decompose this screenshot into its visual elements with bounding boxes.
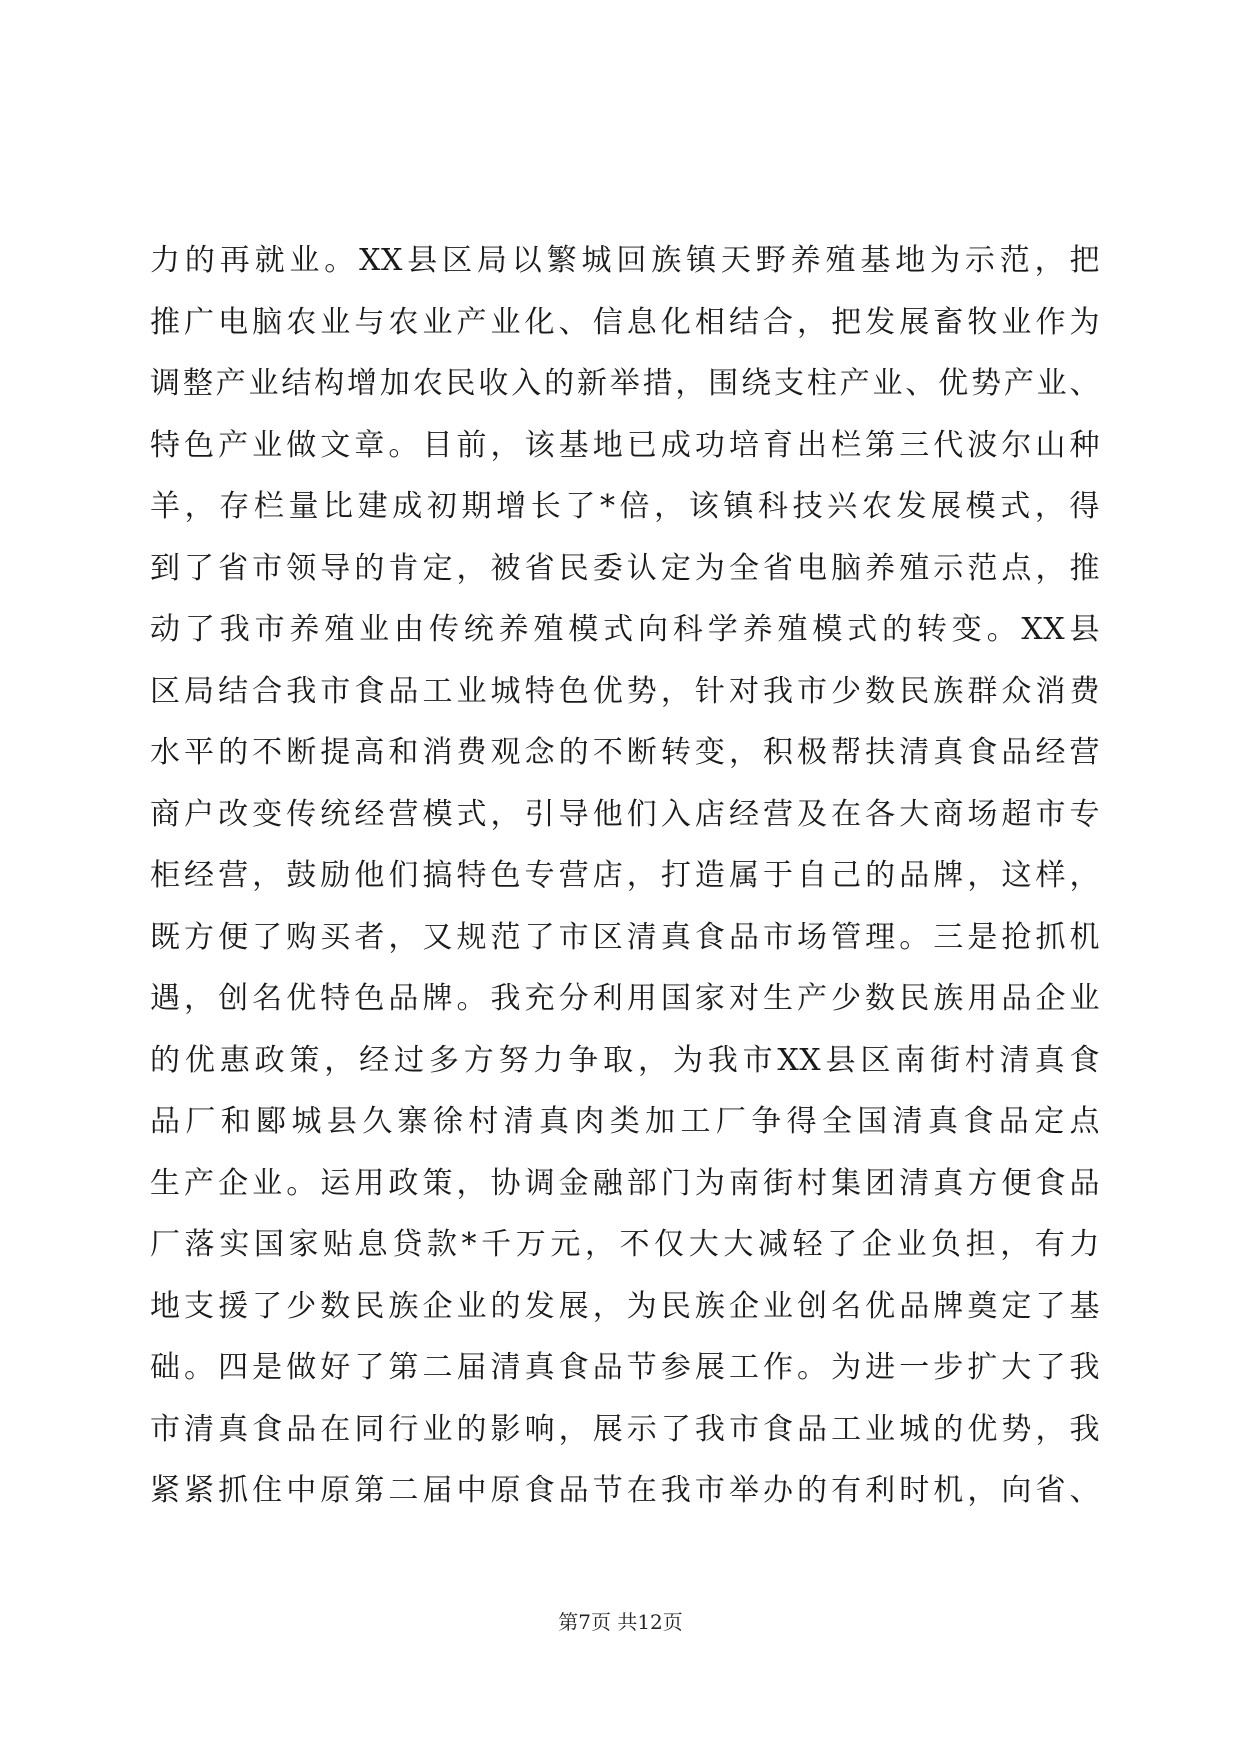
text-line: 厂落实国家贴息贷款*千万元，不仅大大减轻了企业负担，有力 bbox=[150, 1227, 1100, 1262]
text-line: 动了我市养殖业由传统养殖模式向科学养殖模式的转变。XX县 bbox=[150, 612, 1100, 647]
text-line: 到了省市领导的肯定，被省民委认定为全省电脑养殖示范点，推 bbox=[150, 550, 1100, 586]
text-line: 商户改变传统经营模式，引导他们入店经营及在各大商场超市专 bbox=[150, 796, 1100, 832]
text-line: 水平的不断提高和消费观念的不断转变，积极帮扶清真食品经营 bbox=[150, 735, 1100, 770]
text-line: 遇，创名优特色品牌。我充分利用国家对生产少数民族用品企业 bbox=[150, 981, 1100, 1016]
body-text bbox=[150, 230, 1100, 1522]
text-line: 调整产业结构增加农民收入的新举措，围绕支柱产业、优势产业、 bbox=[150, 366, 1100, 401]
text-line: 础。四是做好了第二届清真食品节参展工作。为进一步扩大了我 bbox=[150, 1350, 1100, 1385]
text-line: 推广电脑农业与农业产业化、信息化相结合，把发展畜牧业作为 bbox=[150, 304, 1100, 340]
text-line: 地支援了少数民族企业的发展，为民族企业创名优品牌奠定了基 bbox=[150, 1288, 1100, 1324]
text-line: 特色产业做文章。目前，该基地已成功培育出栏第三代波尔山种 bbox=[150, 427, 1100, 463]
text-line: 市清真食品在同行业的影响，展示了我市食品工业城的优势，我 bbox=[150, 1411, 1100, 1447]
text-line: 紧紧抓住中原第二届中原食品节在我市举办的有利时机，向省、 bbox=[150, 1473, 1100, 1508]
text-line: 生产企业。运用政策，协调金融部门为南街村集团清真方便食品 bbox=[150, 1165, 1100, 1201]
text-line: 力的再就业。XX县区局以繁城回族镇天野养殖基地为示范，把 bbox=[150, 243, 1100, 278]
text-line: 区局结合我市食品工业城特色优势，针对我市少数民族群众消费 bbox=[150, 673, 1100, 709]
text-line: 羊，存栏量比建成初期增长了*倍，该镇科技兴农发展模式，得 bbox=[150, 489, 1100, 524]
page-number-footer: 第7页 共12页 bbox=[558, 1610, 683, 1634]
text-line: 既方便了购买者，又规范了市区清真食品市场管理。三是抢抓机 bbox=[150, 919, 1100, 955]
text-line: 柜经营，鼓励他们搞特色专营店，打造属于自己的品牌，这样， bbox=[150, 858, 1100, 893]
text-line: 品厂和郾城县久寨徐村清真肉类加工厂争得全国清真食品定点 bbox=[150, 1104, 1100, 1139]
text-line: 的优惠政策，经过多方努力争取，为我市XX县区南街村清真食 bbox=[150, 1042, 1100, 1078]
